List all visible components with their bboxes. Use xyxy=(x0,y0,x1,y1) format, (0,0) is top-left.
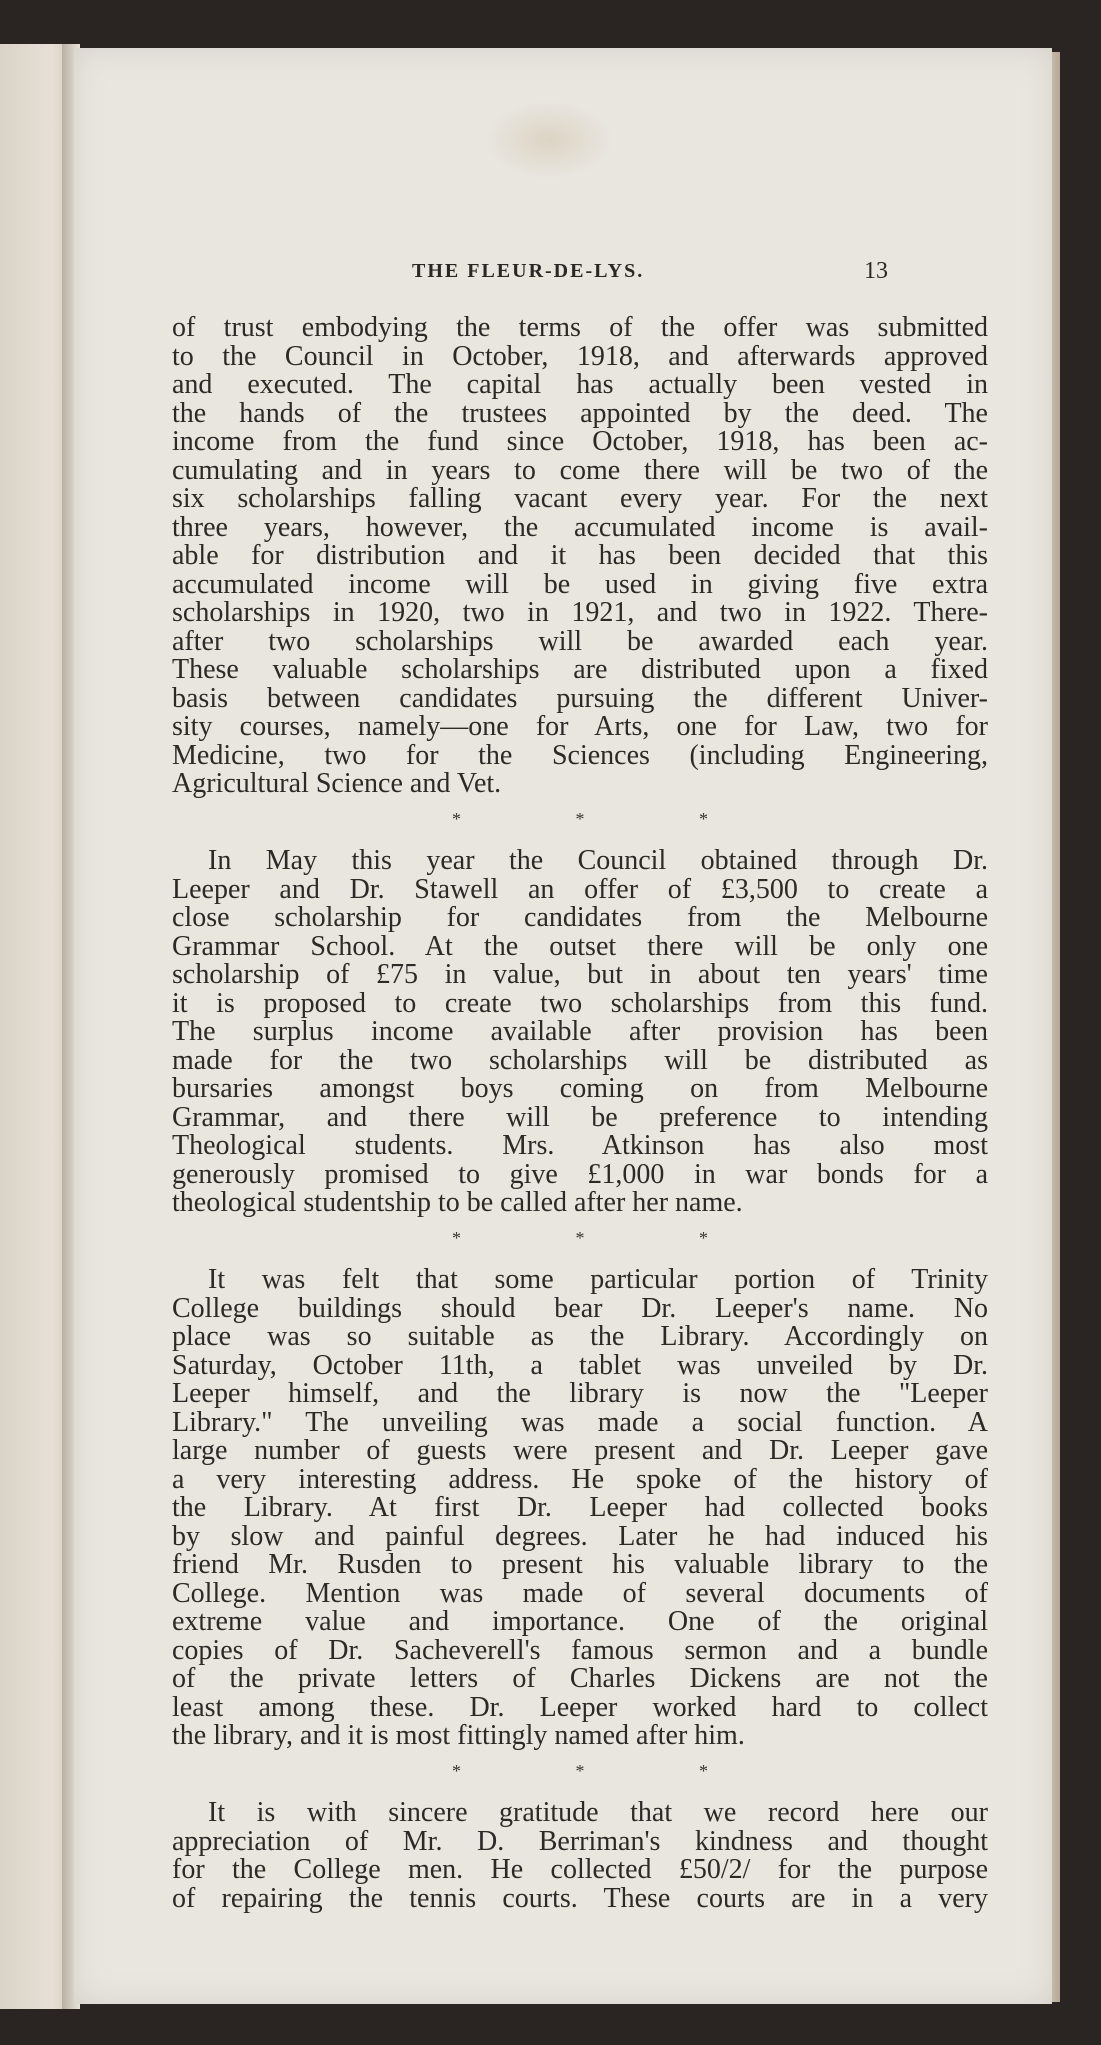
text-line: Grammar School. At the outset there will be only one xyxy=(172,930,988,962)
text-line: six scholarships falling vacant every year. For the next xyxy=(172,483,988,514)
text-line: It was felt that some particular portion of Trinity xyxy=(208,1264,988,1295)
running-title: THE FLEUR-DE-LYS. xyxy=(412,260,645,282)
text-line: to the Council in October, 1918, and afterwards approved xyxy=(172,340,988,372)
text-line: basis between candidates pursuing the different Univer- xyxy=(172,682,988,714)
page-header xyxy=(74,260,1052,290)
text-line: It is with sincere gratitude that we record here our xyxy=(208,1797,988,1828)
text-line: College buildings should bear Dr. Leeper's name. No xyxy=(172,1292,988,1324)
page-number: 13 xyxy=(864,258,888,284)
text-line: Leeper and Dr. Stawell an offer of £3,500 to create a xyxy=(172,873,988,905)
text-line: friend Mr. Rusden to present his valuable library to the xyxy=(172,1549,988,1580)
text-line: close scholarship for candidates from the Melbourne xyxy=(172,902,988,933)
text-line: Grammar, and there will be preference to intending xyxy=(172,1101,988,1133)
text-line: after two scholarships will be awarded each year. xyxy=(172,625,988,657)
text-line: the library, and it is most fittingly named after him. xyxy=(172,1720,745,1751)
paragraph-trust-deed xyxy=(172,314,988,799)
text-line: Agricultural Science and Vet. xyxy=(172,768,502,799)
text-line: These valuable scholarships are distributed upon a fixed xyxy=(172,654,988,685)
text-line: Medicine, two for the Sciences (including Engineering, xyxy=(172,739,988,771)
text-line: College. Mention was made of several documents of xyxy=(172,1577,988,1609)
text-line: accumulated income will be used in giving five extra xyxy=(172,568,988,600)
text-line: least among these. Dr. Leeper worked hard to collect xyxy=(172,1691,988,1723)
text-line: scholarships in 1920, two in 1921, and two in 1922. There- xyxy=(172,597,988,628)
text-line: cumulating and in years to come there will be two of the xyxy=(172,454,988,486)
paper-stain xyxy=(484,100,614,180)
text-line: able for distribution and it has been decided that this xyxy=(172,540,988,571)
text-line: three years, however, the accumulated income is avail- xyxy=(172,511,988,543)
text-line: The surplus income available after provision has been xyxy=(172,1016,988,1047)
text-line: Leeper himself, and the library is now the "Leeper xyxy=(172,1378,988,1409)
text-line: the hands of the trustees appointed by the deed. The xyxy=(172,397,988,429)
text-line: generously promised to give £1,000 in war bonds for a xyxy=(172,1158,988,1190)
paragraph-grammar-scholarship xyxy=(172,847,988,1218)
text-line: extreme value and importance. One of the original xyxy=(172,1606,988,1637)
text-line: a very interesting address. He spoke of the history of xyxy=(172,1463,988,1495)
section-separator: * * * xyxy=(452,1227,708,1248)
text-line: bursaries amongst boys coming on from Melbourne xyxy=(172,1073,988,1104)
text-line: and executed. The capital has actually been vested in xyxy=(172,369,988,400)
text-line: income from the fund since October, 1918, has been ac- xyxy=(172,426,988,457)
text-line: copies of Dr. Sacheverell's famous sermon and a bundle xyxy=(172,1634,988,1666)
text-line: of trust embodying the terms of the offer was submitted xyxy=(172,312,988,343)
text-line: appreciation of Mr. D. Berriman's kindness and thought xyxy=(172,1825,988,1857)
text-line: the Library. At first Dr. Leeper had collected books xyxy=(172,1492,988,1523)
text-line: of the private letters of Charles Dickens are not the xyxy=(172,1663,988,1694)
text-line: it is proposed to create two scholarships from this fund. xyxy=(172,987,988,1019)
text-line: of repairing the tennis courts. These courts are in a very xyxy=(172,1882,988,1914)
text-line: In May this year the Council obtained through Dr. xyxy=(208,845,988,876)
text-line: scholarship of £75 in value, but in about ten years' time xyxy=(172,959,988,990)
text-line: by slow and painful degrees. Later he had induced his xyxy=(172,1520,988,1552)
text-line: theological studentship to be called after her name. xyxy=(172,1187,743,1218)
text-line: large number of guests were present and Dr. Leeper gave xyxy=(172,1435,988,1466)
body-text xyxy=(172,314,988,1913)
text-line: Saturday, October 11th, a tablet was unveiled by Dr. xyxy=(172,1349,988,1381)
text-line: made for the two scholarships will be distributed as xyxy=(172,1044,988,1076)
paragraph-leeper-library xyxy=(172,1266,988,1751)
text-line: place was so suitable as the Library. Accordingly on xyxy=(172,1321,988,1352)
paragraph-tennis-courts xyxy=(172,1799,988,1913)
text-line: Library." The unveiling was made a social function. A xyxy=(172,1406,988,1438)
text-line: sity courses, namely—one for Arts, one for Law, two for xyxy=(172,711,988,742)
section-separator: * * * xyxy=(452,1760,708,1781)
text-line: Theological students. Mrs. Atkinson has also most xyxy=(172,1130,988,1161)
book-page xyxy=(74,48,1052,2004)
section-separator: * * * xyxy=(452,808,708,829)
text-line: for the College men. He collected £50/2/ for the purpose xyxy=(172,1854,988,1885)
